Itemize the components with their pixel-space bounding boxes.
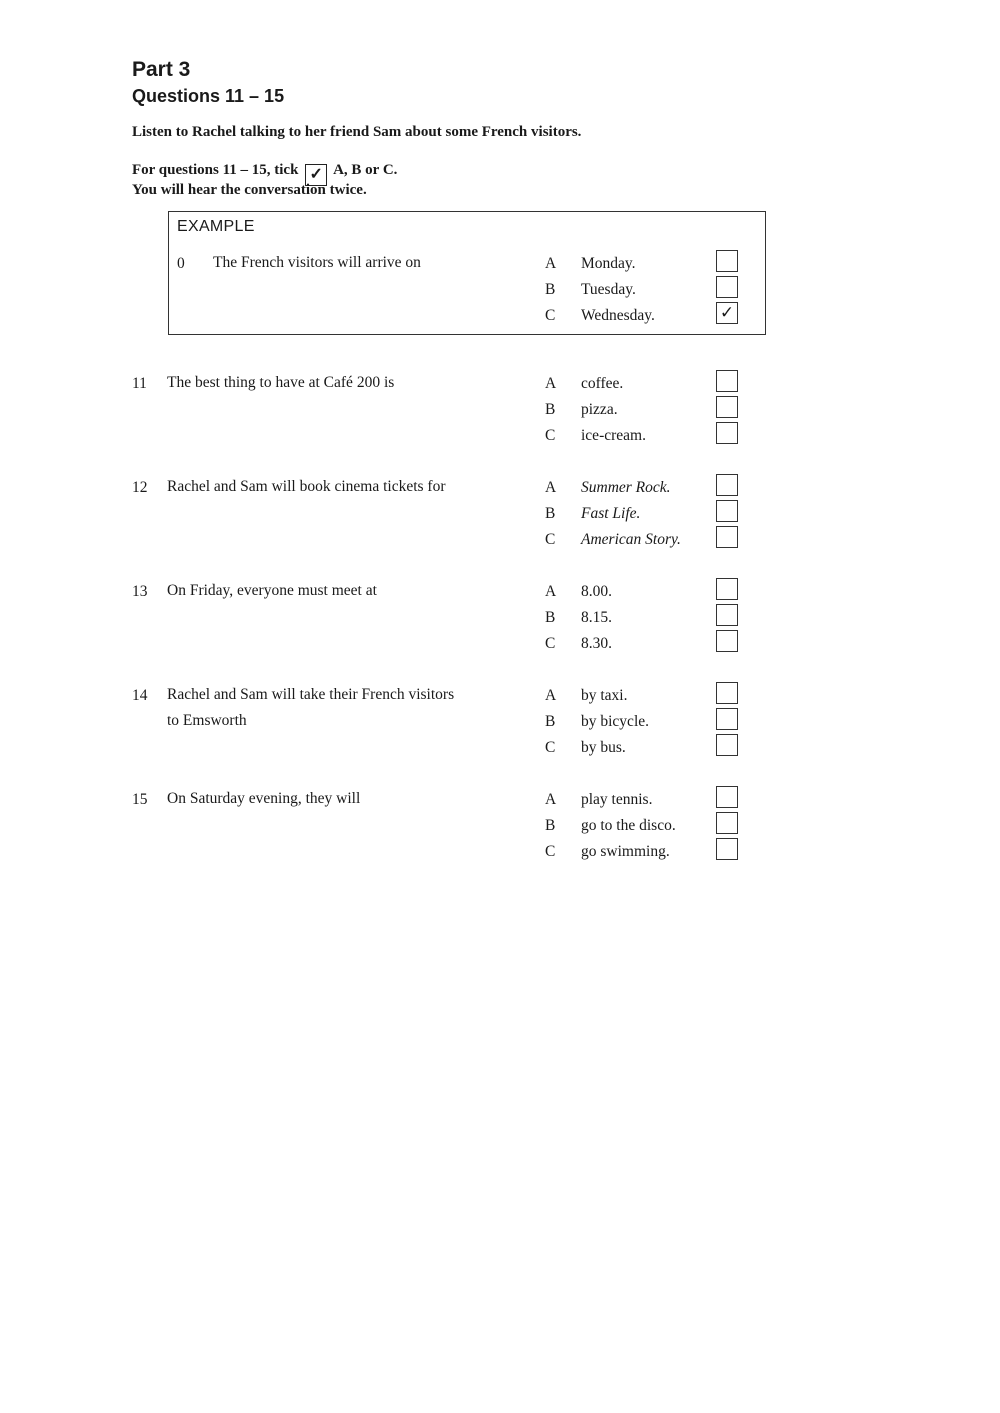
option-letter: A bbox=[545, 255, 557, 272]
answer-checkbox-ticked[interactable]: ✓ bbox=[716, 302, 738, 324]
option-letter: B bbox=[545, 817, 556, 834]
question-number: 11 bbox=[132, 375, 147, 392]
option-letter: A bbox=[545, 479, 557, 496]
option-letter: B bbox=[545, 713, 556, 730]
question-14 bbox=[0, 687, 1000, 777]
option-text: American Story. bbox=[581, 531, 681, 548]
question-12 bbox=[0, 479, 1000, 569]
option-letter: C bbox=[545, 427, 556, 444]
option-text: by bus. bbox=[581, 739, 626, 756]
option-row bbox=[0, 505, 1000, 527]
answer-checkbox[interactable] bbox=[716, 812, 738, 834]
answer-checkbox[interactable] bbox=[716, 526, 738, 548]
option-row bbox=[0, 303, 1000, 329]
question-11 bbox=[0, 375, 1000, 465]
answer-checkbox[interactable] bbox=[716, 708, 738, 730]
option-text: Fast Life. bbox=[581, 505, 641, 522]
option-text: pizza. bbox=[581, 401, 618, 418]
option-text: by bicycle. bbox=[581, 713, 650, 730]
tick-instruction-after: A, B or C. bbox=[333, 162, 398, 178]
option-row bbox=[0, 739, 1000, 761]
option-text: by taxi. bbox=[581, 687, 628, 704]
question-13 bbox=[0, 583, 1000, 673]
option-text: Summer Rock. bbox=[581, 479, 671, 496]
answer-checkbox[interactable] bbox=[716, 396, 738, 418]
instruction-intro: Listen to Rachel talking to her friend Sam about some French visitors. bbox=[132, 124, 582, 140]
answer-checkbox[interactable] bbox=[716, 250, 738, 272]
option-row bbox=[0, 687, 1000, 709]
questions-range-heading: Questions 11 – 15 bbox=[132, 86, 285, 106]
option-text: go swimming. bbox=[581, 843, 670, 860]
answer-checkbox[interactable] bbox=[716, 370, 738, 392]
option-row bbox=[0, 531, 1000, 553]
tick-instruction-before: For questions 11 – 15, tick bbox=[132, 162, 299, 178]
option-letter: C bbox=[545, 531, 556, 548]
question-stem: The French visitors will arrive on bbox=[213, 254, 421, 271]
option-text: Tuesday. bbox=[581, 281, 636, 298]
question-15 bbox=[0, 791, 1000, 881]
answer-checkbox[interactable] bbox=[716, 682, 738, 704]
option-text: go to the disco. bbox=[581, 817, 676, 834]
option-letter: B bbox=[545, 281, 556, 298]
answer-checkbox[interactable] bbox=[716, 604, 738, 626]
option-row bbox=[0, 479, 1000, 501]
answer-checkbox[interactable] bbox=[716, 630, 738, 652]
option-letter: A bbox=[545, 791, 557, 808]
answer-checkbox[interactable] bbox=[716, 474, 738, 496]
option-text: play tennis. bbox=[581, 791, 653, 808]
question-stem: Rachel and Sam will take their French visitors to Emsworth bbox=[167, 686, 455, 729]
option-text: 8.00. bbox=[581, 583, 612, 600]
option-letter: C bbox=[545, 635, 556, 652]
answer-checkbox[interactable] bbox=[716, 838, 738, 860]
question-stem: On Saturday evening, they will bbox=[167, 790, 361, 807]
option-text: ice-cream. bbox=[581, 427, 646, 444]
option-row bbox=[0, 255, 1000, 277]
question-number: 15 bbox=[132, 791, 148, 808]
answer-checkbox[interactable] bbox=[716, 578, 738, 600]
option-text: 8.15. bbox=[581, 609, 612, 626]
option-row bbox=[0, 401, 1000, 423]
option-letter: A bbox=[545, 687, 557, 704]
example-label: EXAMPLE bbox=[177, 218, 255, 235]
option-letter: B bbox=[545, 609, 556, 626]
option-row bbox=[0, 281, 1000, 303]
option-text: 8.30. bbox=[581, 635, 612, 652]
question-number: 14 bbox=[132, 687, 148, 704]
question-number: 0 bbox=[177, 255, 185, 272]
option-row bbox=[0, 791, 1000, 813]
answer-checkbox[interactable] bbox=[716, 786, 738, 808]
option-row bbox=[0, 817, 1000, 839]
option-row bbox=[0, 609, 1000, 631]
question-stem: The best thing to have at Café 200 is bbox=[167, 374, 395, 391]
question-number: 13 bbox=[132, 583, 148, 600]
option-letter: B bbox=[545, 401, 556, 418]
example-question bbox=[0, 255, 1000, 345]
option-letter: C bbox=[545, 843, 556, 860]
option-letter: B bbox=[545, 505, 556, 522]
answer-checkbox[interactable] bbox=[716, 276, 738, 298]
question-stem: On Friday, everyone must meet at bbox=[167, 582, 377, 599]
option-letter: C bbox=[545, 307, 556, 324]
option-letter: A bbox=[545, 583, 557, 600]
answer-checkbox[interactable] bbox=[716, 500, 738, 522]
checkmark-icon: ✓ bbox=[305, 164, 327, 186]
instruction-twice: You will hear the conversation twice. bbox=[132, 182, 367, 198]
part-title: Part 3 bbox=[132, 58, 191, 81]
option-row bbox=[0, 843, 1000, 865]
option-row bbox=[0, 713, 1000, 735]
option-text: coffee. bbox=[581, 375, 624, 392]
option-text: Monday. bbox=[581, 255, 636, 272]
option-row bbox=[0, 635, 1000, 657]
answer-checkbox[interactable] bbox=[716, 422, 738, 444]
question-stem: Rachel and Sam will book cinema tickets for bbox=[167, 478, 446, 495]
option-row bbox=[0, 375, 1000, 397]
answer-checkbox[interactable] bbox=[716, 734, 738, 756]
option-text: Wednesday. bbox=[581, 307, 655, 324]
option-row bbox=[0, 583, 1000, 605]
option-letter: C bbox=[545, 739, 556, 756]
question-number: 12 bbox=[132, 479, 148, 496]
option-row bbox=[0, 427, 1000, 449]
option-letter: A bbox=[545, 375, 557, 392]
